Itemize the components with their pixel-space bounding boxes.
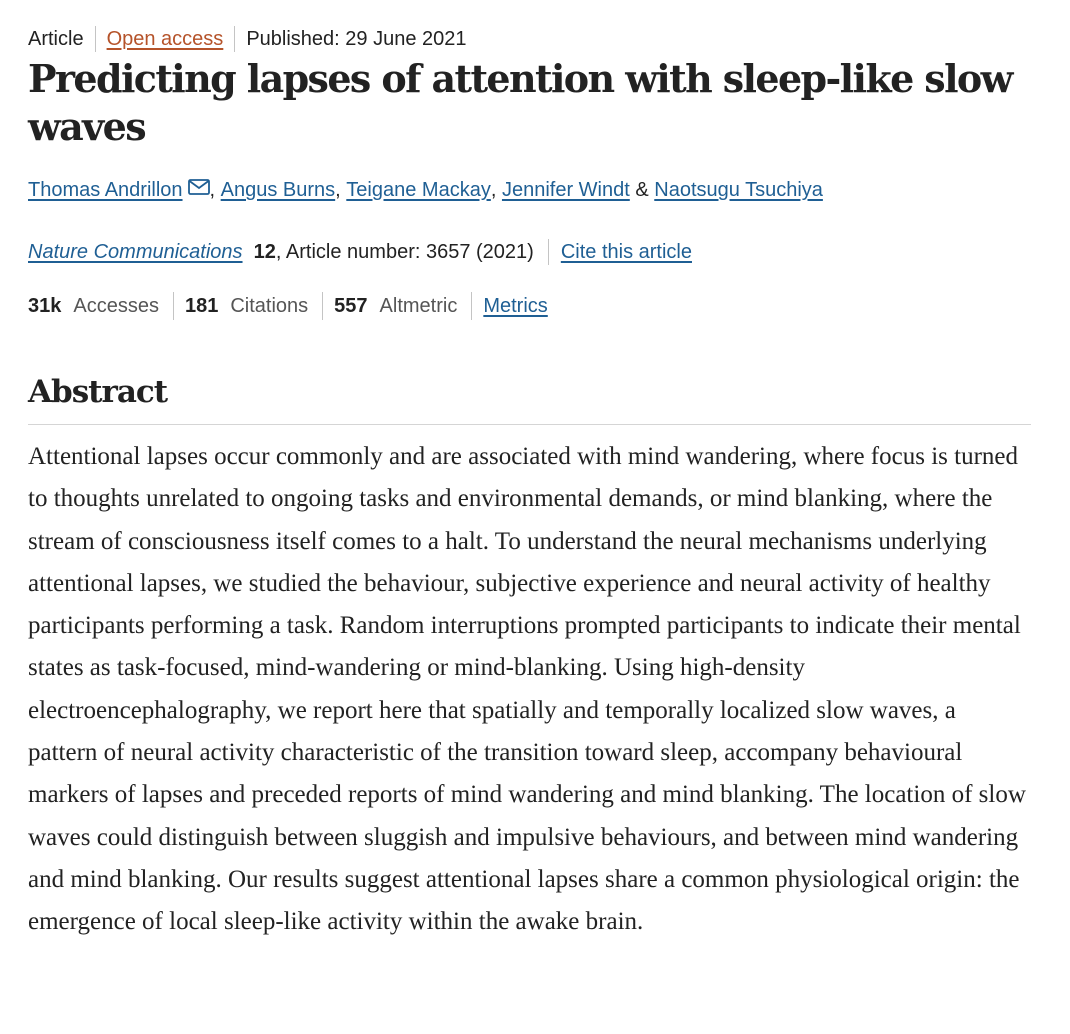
citations-label: Citations (230, 294, 309, 317)
author-list (28, 179, 823, 202)
abstract-divider (28, 424, 1031, 425)
author-separator: , (335, 179, 341, 201)
published-date: Published: 29 June 2021 (246, 27, 467, 50)
article-meta (28, 26, 467, 52)
author-link-burns[interactable]: Angus Burns (220, 179, 336, 201)
article-title: Predicting lapses of attention with sleep-like slow waves (28, 56, 1012, 149)
metrics-separator (322, 292, 323, 320)
journal-volume: 12 (253, 240, 276, 263)
citations-count: 181 (184, 294, 219, 317)
author-link-tsuchiya[interactable]: Naotsugu Tsuchiya (654, 179, 823, 201)
metrics-separator (173, 292, 174, 320)
author-separator: & (635, 179, 649, 201)
open-access-link[interactable]: Open access (106, 27, 224, 50)
author-separator: , (490, 179, 497, 201)
citation-line (28, 239, 692, 265)
accesses-count: 31k (28, 294, 62, 317)
author-link-andrillon[interactable]: Thomas Andrillon (28, 179, 183, 201)
meta-separator (234, 26, 235, 52)
abstract-heading: Abstract (28, 374, 168, 410)
author-link-windt[interactable]: Jennifer Windt (501, 179, 630, 201)
article-type: Article (28, 27, 84, 50)
author-separator: , (209, 179, 216, 201)
abstract-text: Attentional lapses occur commonly and are associated with mind wandering, where focus is turned to thoughts unrelated to ongoing tasks and environmental demands, or mind blanking, where the stream of consciousness itself comes to a halt. To understand the neural mechanisms underlying attentional lapses, we studied the behaviour, subjective experience and neural activity of healthy participants performing a task. Random interruptions prompted participants to indicate their mental states as task-focused, mind-wandering or mind-blanking. Using high-density electroencephalography, we report here that spatially and temporally localized slow waves, a pattern of neural activity characteristic of the transition toward sleep, accompany behavioural markers of lapses and preceded reports of mind wandering and mind blanking. The location of slow waves could distinguish between sluggish and impulsive behaviours, and between mind wandering and mind blanking. Our results suggest attentional lapses share a common physiological origin: the emergence of local sleep-like activity within the awake brain. (28, 443, 1026, 936)
mail-icon[interactable] (188, 179, 210, 195)
article-number: , Article number: 3657 (2021) (275, 240, 534, 263)
journal-link[interactable]: Nature Communications (28, 240, 243, 263)
metrics-separator (471, 292, 472, 320)
cite-this-article-link[interactable]: Cite this article (560, 240, 692, 263)
accesses-label: Accesses (73, 294, 159, 317)
author-link-mackay[interactable]: Teigane Mackay (346, 179, 491, 201)
meta-separator (95, 26, 96, 52)
metrics-bar (28, 292, 548, 320)
altmetric-count: 557 (334, 294, 368, 317)
altmetric-label: Altmetric (379, 294, 458, 317)
citation-separator (548, 239, 549, 265)
metrics-link[interactable]: Metrics (483, 294, 548, 317)
